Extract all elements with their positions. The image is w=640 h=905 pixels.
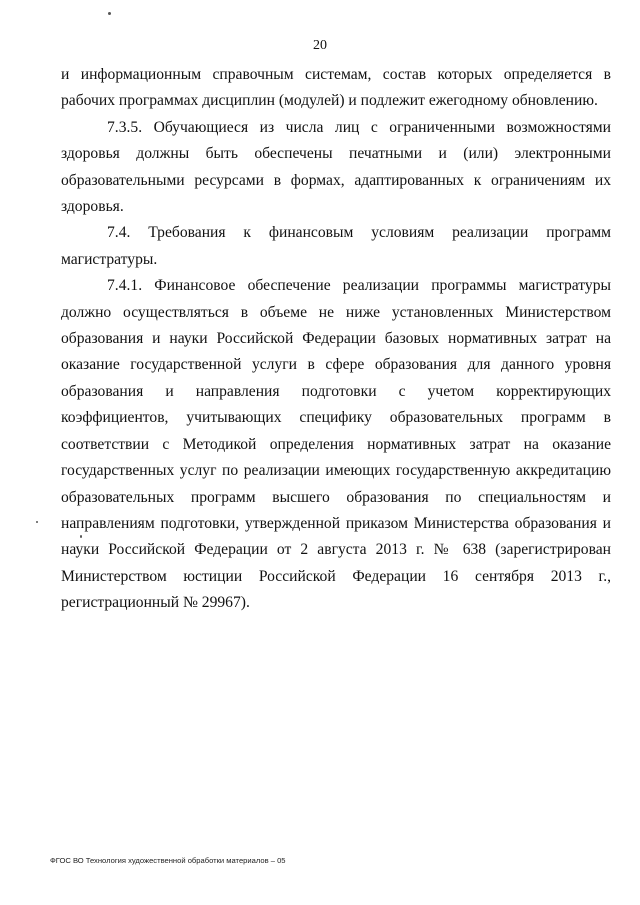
- paragraph-continuation: и информационным справочным системам, состав которых определяется в рабочих программах дисциплин (модулей) и подлежит ежегодному обновлению.: [61, 66, 611, 110]
- paragraph-7-4-1: 7.4.1. Финансовое обеспечение реализации программы магистратуры должно осуществляться в объеме не ниже установленных Министерством образования и науки Российской Федерации базовых нормативных затрат на оказание государственной услуги в сфере образования для данного уровня образования и направления подготовки с учетом корректирующих коэффициентов, учитывающих специфику образовательных программ в соответствии с Методикой определения нормативных затрат на оказание государственных услуг по реализации имеющих государственную аккредитацию образовательных программ высшего образования по специальностям и направлениям подготовки, утвержденной приказом Министерства образования и науки Российской Федерации от 2 августа 2013 г. № 638 (зарегистрирован Министерством юстиции Российской Федерации 16 сентября 2013 г., регистрационный № 29967).: [61, 277, 611, 612]
- document-footer: ФГОС ВО Технология художественной обработки материалов – 05: [50, 856, 286, 865]
- document-body: [61, 62, 611, 617]
- paragraph-7-3-5: 7.3.5. Обучающиеся из числа лиц с ограниченными возможностями здоровья должны быть обеспечены печатными и (или) электронными образовательными ресурсами в формах, адаптированных к ограничениям их здоровья.: [61, 118, 611, 216]
- scan-speck: [36, 521, 38, 523]
- page-number: 20: [313, 38, 327, 53]
- scan-speck: [108, 12, 111, 15]
- paragraph-7-4: 7.4. Требования к финансовым условиям реализации программ магистратуры.: [61, 224, 611, 268]
